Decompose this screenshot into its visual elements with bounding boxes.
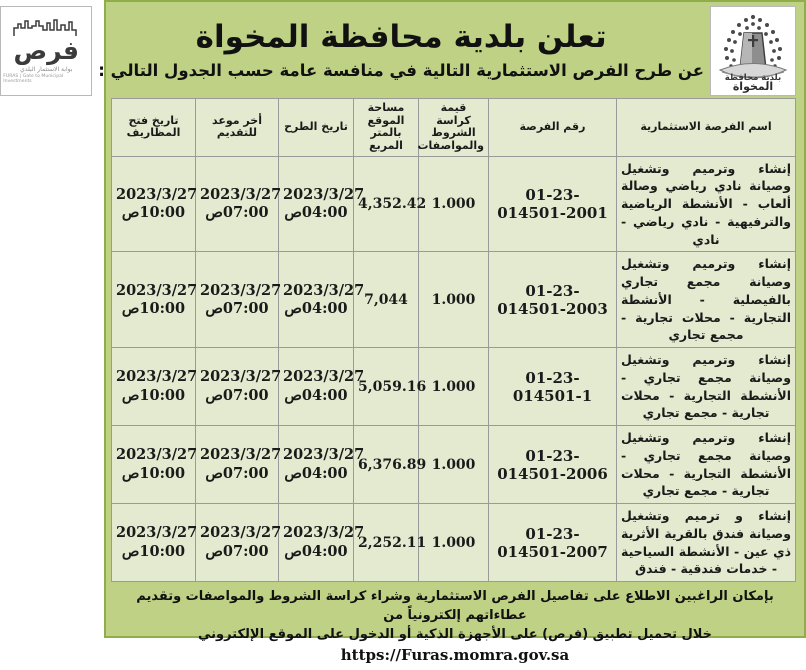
- cell-opening-date: [112, 348, 196, 426]
- opening-time-value: 10:00ص: [121, 464, 186, 482]
- deadline-date-value: 2023/3/27: [200, 524, 282, 542]
- header-band: [3, 2, 804, 98]
- cell-site-area: 7,044: [354, 252, 419, 348]
- launch-time-value: 04:00ص: [284, 386, 348, 404]
- cell-opportunity-name: إنشاء وترميم وتشغيل وصيانة مجمع تجاري - الأنشطة التجارية - محلات تجارية - مجمع تجاري: [617, 348, 796, 426]
- launch-time-value: 04:00ص: [284, 464, 348, 482]
- cell-launch-date: [279, 426, 365, 504]
- furas-tagline-ar: بوابة الاستثمار البلدي: [20, 66, 73, 74]
- cell-deadline: [196, 252, 282, 348]
- cell-opportunity-name: إنشاء وترميم وتشغيل وصيانة مجمع تجاري - الأنشطة التجارية - محلات تجارية - مجمع تجاري: [617, 426, 796, 504]
- cell-opportunity-number: 01-23-014501-2003: [489, 252, 617, 348]
- cell-opportunity-name: إنشاء وترميم وتشغيل وصيانة نادي رياضي وصالة ألعاب - الأنشطة الرياضية والترفيهية - نادي رياضي - نادي: [617, 156, 796, 252]
- cell-opening-date: [112, 426, 196, 504]
- cell-site-area: 4,352.42: [354, 156, 419, 252]
- launch-date-value: 2023/3/27: [283, 281, 365, 299]
- makhwah-municipality-emblem: [714, 8, 792, 94]
- cell-opportunity-name: إنشاء وترميم وتشغيل وصيانة مجمع تجاري بالفيصلية - الأنشطة التجارية - محلات تجارية - مجمع تجاري: [617, 252, 796, 348]
- cell-opportunity-number: 01-23-014501-2001: [489, 156, 617, 252]
- cell-opportunity-name: إنشاء و ترميم وتشغيل وصيانة فندق بالقرية الأثرية ذي عين - الأنشطة السياحية - خدمات فندقية - فندق: [617, 504, 796, 582]
- cell-site-area: 2,252.11: [354, 504, 419, 582]
- cell-deadline: [196, 156, 282, 252]
- table-row: [112, 252, 796, 348]
- column-header-name: اسم الفرصة الاستثمارية: [617, 99, 796, 157]
- launch-time-value: 04:00ص: [284, 203, 348, 221]
- launch-time-value: 04:00ص: [284, 542, 348, 560]
- cell-launch-date: [279, 252, 365, 348]
- cell-booklet-fee: 1.000: [419, 156, 489, 252]
- column-header-deadline: أخر موعد للتقديم: [196, 99, 279, 157]
- cell-opportunity-number: 01-23-014501-1: [489, 348, 617, 426]
- deadline-date-value: 2023/3/27: [200, 446, 282, 464]
- opening-date-value: 2023/3/27: [116, 185, 198, 203]
- city-skyline-icon: [13, 17, 79, 37]
- cell-booklet-fee: 1.000: [419, 348, 489, 426]
- opening-time-value: 10:00ص: [121, 386, 186, 404]
- opening-date-value: 2023/3/27: [116, 524, 198, 542]
- cell-deadline: [196, 426, 282, 504]
- column-header-opening-date: تاريخ فتح المظاريف: [112, 99, 196, 157]
- table-row: [112, 156, 796, 252]
- page-title: تعلن بلدية محافظة المخواة: [195, 18, 607, 55]
- cell-launch-date: [279, 156, 365, 252]
- table-header-row: [112, 99, 796, 157]
- opening-time-value: 10:00ص: [121, 203, 186, 221]
- municipality-emblem-box: [710, 6, 796, 96]
- table-row: [112, 504, 796, 582]
- cell-booklet-fee: 1.000: [419, 252, 489, 348]
- column-header-number: رقم الفرصة: [489, 99, 617, 157]
- launch-date-value: 2023/3/27: [283, 524, 365, 542]
- svg-text:بلدية محافظة: بلدية محافظة: [724, 73, 782, 83]
- opportunities-table-area: [106, 98, 804, 582]
- table-row: [112, 426, 796, 504]
- svg-text:المخواة: المخواة: [732, 80, 774, 93]
- deadline-date-value: 2023/3/27: [200, 368, 282, 386]
- deadline-date-value: 2023/3/27: [200, 185, 282, 203]
- footer-note: [106, 582, 804, 670]
- column-header-fee: قيمة كراسة الشروط والمواصفات: [419, 99, 489, 157]
- page-subtitle: عن طرح الفرص الاستثمارية التالية في منافسة عامة حسب الجدول التالي :: [98, 61, 704, 81]
- cell-launch-date: [279, 348, 365, 426]
- cell-deadline: [196, 348, 282, 426]
- cell-booklet-fee: 1.000: [419, 426, 489, 504]
- cell-opening-date: [112, 156, 196, 252]
- cell-site-area: 6,376.89: [354, 426, 419, 504]
- cell-opening-date: [112, 504, 196, 582]
- table-row: [112, 348, 796, 426]
- footer-line-1: بإمكان الراغبين الاطلاع على تفاصيل الفرص الاستثمارية وشراء كراسة الشروط والمواصفات وتقديم عطاءاتهم إلكترونياً من: [136, 589, 774, 623]
- footer-line-2-text: خلال تحميل تطبيق (فرص) على الأجهزة الذكية أو الدخول على الموقع الإلكتروني: [197, 626, 712, 642]
- footer-line-2: [116, 626, 794, 667]
- furas-logo-box: [0, 6, 92, 96]
- launch-time-value: 04:00ص: [284, 299, 348, 317]
- launch-date-value: 2023/3/27: [283, 185, 365, 203]
- opening-date-value: 2023/3/27: [116, 446, 198, 464]
- deadline-time-value: 07:00ص: [205, 299, 269, 317]
- opening-time-value: 10:00ص: [121, 542, 186, 560]
- deadline-date-value: 2023/3/27: [200, 281, 282, 299]
- cell-deadline: [196, 504, 282, 582]
- advertisement-page: [3, 0, 806, 664]
- opportunities-table: [111, 98, 796, 582]
- furas-wordmark: فرص: [13, 36, 80, 66]
- column-header-area: مساحة الموقع بالمتر المربع: [354, 99, 419, 157]
- deadline-time-value: 07:00ص: [205, 203, 269, 221]
- furas-tagline-en: FURAS | Gate to Municipal Investments: [3, 74, 64, 84]
- cell-opening-date: [112, 252, 196, 348]
- cell-opportunity-number: 01-23-014501-2006: [489, 426, 617, 504]
- opening-date-value: 2023/3/27: [116, 281, 198, 299]
- furas-website-url[interactable]: https://Furas.momra.gov.sa: [340, 645, 570, 664]
- opening-date-value: 2023/3/27: [116, 368, 198, 386]
- headline-block: [92, 6, 710, 96]
- cell-launch-date: [279, 504, 365, 582]
- opening-time-value: 10:00ص: [121, 299, 186, 317]
- deadline-time-value: 07:00ص: [205, 386, 269, 404]
- launch-date-value: 2023/3/27: [283, 368, 365, 386]
- cell-opportunity-number: 01-23-014501-2007: [489, 504, 617, 582]
- cell-site-area: 5,059.16: [354, 348, 419, 426]
- column-header-launch-date: تاريخ الطرح: [279, 99, 354, 157]
- deadline-time-value: 07:00ص: [205, 464, 269, 482]
- cell-booklet-fee: 1.000: [419, 504, 489, 582]
- deadline-time-value: 07:00ص: [205, 542, 269, 560]
- launch-date-value: 2023/3/27: [283, 446, 365, 464]
